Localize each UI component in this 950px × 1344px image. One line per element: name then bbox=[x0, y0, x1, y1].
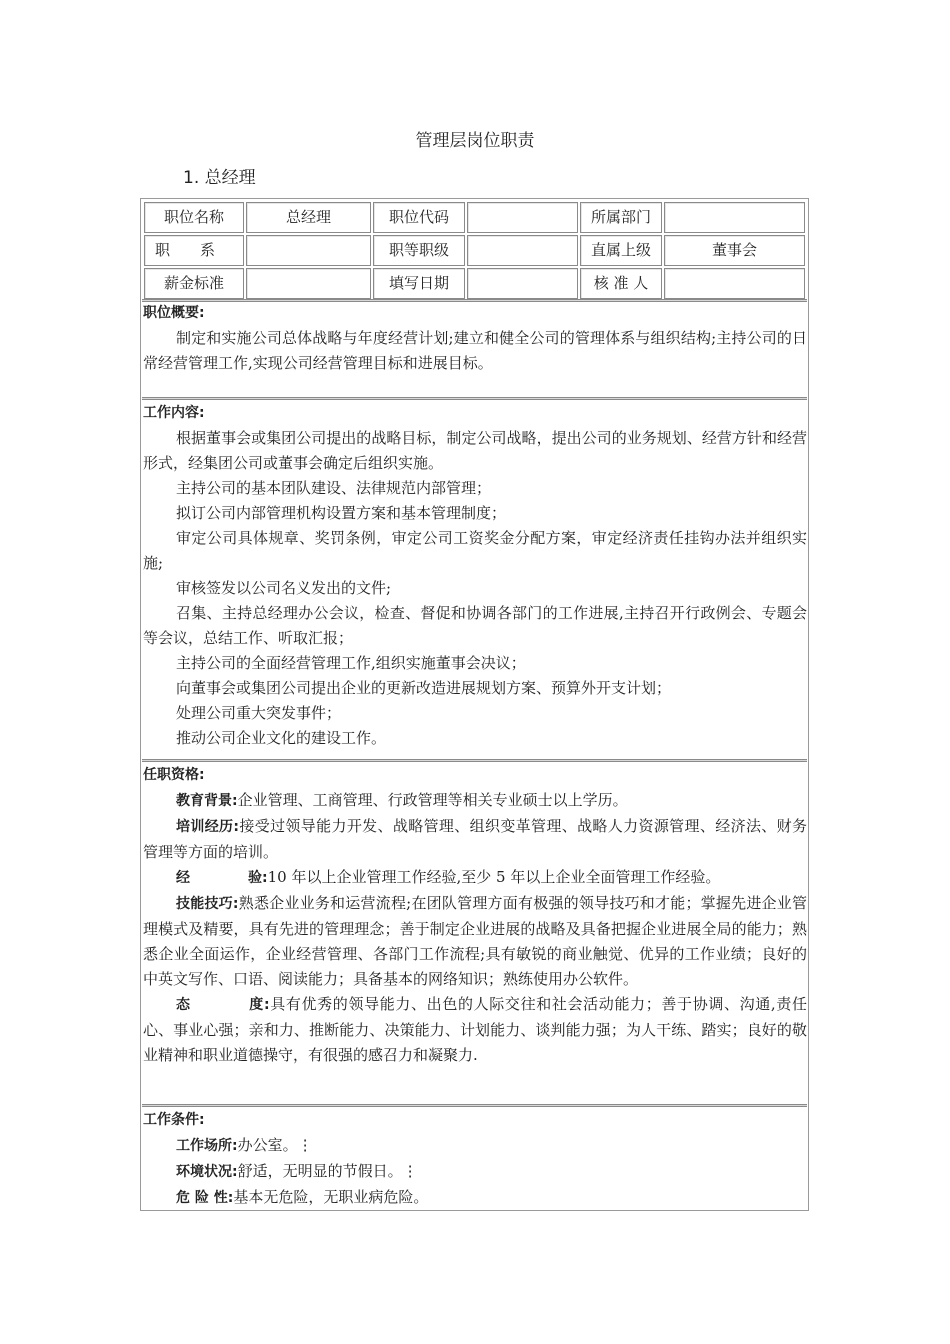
table-cell: 核 准 人 bbox=[580, 268, 662, 299]
duty-item: 根据董事会或集团公司提出的战略目标，制定公司战略，提出公司的业务规划、经营方针和经营形式，经集团公司或董事会确定后组织实施。 bbox=[143, 429, 807, 472]
table-cell: 职 系 bbox=[144, 235, 244, 266]
table-cell: 总经理 bbox=[246, 202, 371, 233]
attitude-label: 度: bbox=[248, 997, 270, 1013]
overview-title: 职位概要: bbox=[143, 305, 205, 321]
place-text: 办公室。⋮ bbox=[237, 1136, 313, 1154]
table-cell: 职位代码 bbox=[373, 202, 465, 233]
table-row bbox=[142, 235, 807, 266]
duty-item: 主持公司的全面经营管理工作,组织实施董事会决议； bbox=[176, 654, 526, 672]
skills-text: 熟悉企业业务和运营流程;在团队管理方面有极强的领导技巧和才能；掌握先进企业管理模式及精要，具有先进的管理理念；善于制定企业进展的战略及具备把握企业进展全局的能力；熟悉企业全面运作，企业经营管理、各部门工作流程;具有敏锐的商业触觉、优异的工作业绩；良好的中英文写作、口语、阅读能力；具备基本的网络知识；熟练使用办公软件。 bbox=[143, 894, 807, 988]
section-divider bbox=[142, 759, 807, 762]
duty-item: 审核签发以公司名义发出的文件; bbox=[176, 579, 392, 597]
education-line bbox=[143, 788, 807, 814]
section-heading: 1. 总经理 bbox=[183, 168, 256, 188]
duty-item: 召集、主持总经理办公会议，检查、督促和协调各部门的工作进展,主持召开行政例会、专题会等会议，总结工作、听取汇报； bbox=[143, 604, 807, 647]
attitude-text: 具有优秀的领导能力、出色的人际交往和社会活动能力；善于协调、沟通,责任心、事业心强；亲和力、推断能力、决策能力、计划能力、谈判能力强；为人干练、踏实；良好的敬业精神和职业道德操守，有很强的感召力和凝聚力. bbox=[143, 995, 808, 1064]
risk-label: 危 险 性: bbox=[176, 1190, 234, 1206]
experience-label: 经 bbox=[176, 870, 190, 886]
table-cell bbox=[664, 202, 805, 233]
duty-item: 向董事会或集团公司提出企业的更新改造进展规划方案、预算外开支计划； bbox=[176, 679, 672, 697]
attitude-line bbox=[143, 992, 807, 1068]
conditions-section bbox=[143, 1108, 807, 1211]
table-cell: 董事会 bbox=[664, 235, 805, 266]
table-cell bbox=[246, 268, 371, 299]
duty-item: 处理公司重大突发事件； bbox=[176, 704, 342, 722]
table-cell bbox=[246, 235, 371, 266]
table-cell: 所属部门 bbox=[580, 202, 662, 233]
duty-item: 推动公司企业文化的建设工作。 bbox=[176, 729, 387, 747]
table-cell bbox=[467, 235, 578, 266]
environment-text: 舒适，无明显的节假日。⋮ bbox=[237, 1162, 418, 1180]
training-label: 培训经历: bbox=[176, 819, 240, 835]
overview-text: 制定和实施公司总体战略与年度经营计划;建立和健全公司的管理体系与组织结构;主持公司的日常经营管理工作,实现公司经营管理目标和进展目标。 bbox=[143, 329, 807, 372]
qualifications-section bbox=[143, 763, 807, 1068]
conditions-title: 工作条件: bbox=[143, 1112, 205, 1128]
table-cell bbox=[467, 268, 578, 299]
risk-line bbox=[143, 1185, 807, 1211]
table-cell bbox=[664, 268, 805, 299]
attitude-label: 态 bbox=[176, 997, 191, 1013]
place-line bbox=[143, 1133, 807, 1159]
duty-item: 主持公司的基本团队建设、法律规范内部管理； bbox=[176, 479, 492, 497]
risk-text: 基本无危险，无职业病危险。 bbox=[233, 1188, 429, 1206]
table-cell bbox=[467, 202, 578, 233]
experience-label: 验: bbox=[248, 870, 268, 886]
qualifications-title: 任职资格: bbox=[143, 767, 205, 783]
page-title: 管理层岗位职责 bbox=[415, 131, 535, 151]
duty-item: 拟订公司内部管理机构设置方案和基本管理制度； bbox=[176, 504, 507, 522]
overview-section bbox=[143, 301, 807, 376]
section-divider bbox=[142, 1104, 807, 1107]
experience-line bbox=[143, 865, 807, 891]
table-cell: 薪金标准 bbox=[144, 268, 244, 299]
table-cell: 直属上级 bbox=[580, 235, 662, 266]
duty-item: 审定公司具体规章、奖罚条例，审定公司工资奖金分配方案，审定经济责任挂钩办法并组织实施; bbox=[143, 529, 807, 572]
education-label: 教育背景: bbox=[176, 793, 238, 809]
place-label: 工作场所: bbox=[176, 1138, 238, 1154]
duties-title: 工作内容: bbox=[143, 405, 205, 421]
experience-text: 10 年以上企业管理工作经验,至少 5 年以上企业全面管理工作经验。 bbox=[267, 868, 721, 886]
table-cell: 填写日期 bbox=[373, 268, 465, 299]
table-cell: 职等职级 bbox=[373, 235, 465, 266]
table-cell: 职位名称 bbox=[144, 202, 244, 233]
skills-line bbox=[143, 891, 807, 992]
environment-line bbox=[143, 1159, 807, 1185]
training-line bbox=[143, 814, 807, 865]
skills-label: 技能技巧: bbox=[176, 896, 239, 912]
training-text: 接受过领导能力开发、战略管理、组织变革管理、战略人力资源管理、经济法、财务管理等方面的培训。 bbox=[143, 817, 807, 861]
duties-section bbox=[143, 401, 807, 751]
education-text: 企业管理、工商管理、行政管理等相关专业硕士以上学历。 bbox=[237, 791, 628, 809]
environment-label: 环境状况: bbox=[176, 1164, 238, 1180]
table-row bbox=[142, 202, 807, 233]
table-row bbox=[142, 268, 807, 299]
section-divider bbox=[142, 397, 807, 400]
